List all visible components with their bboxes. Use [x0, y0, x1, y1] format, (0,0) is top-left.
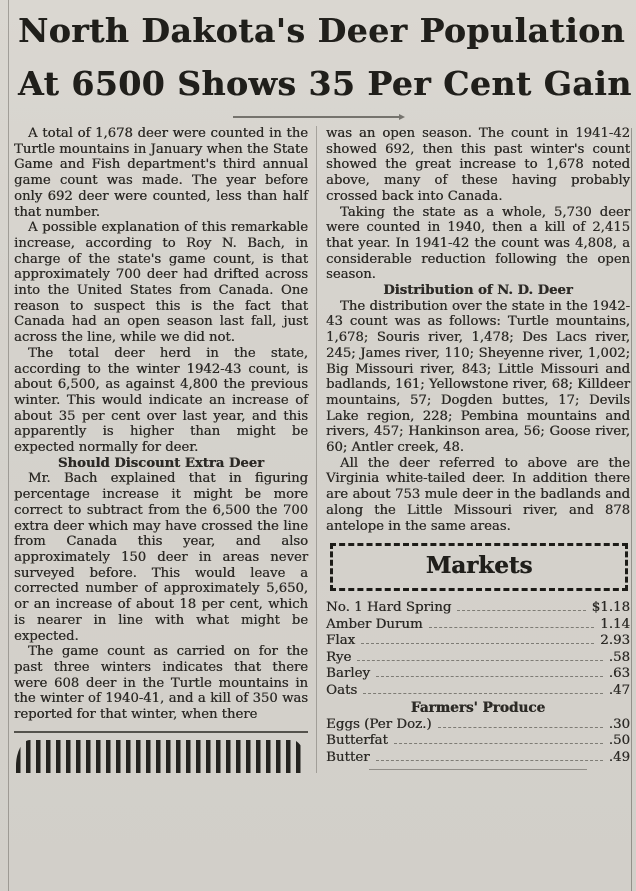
market-row [326, 733, 630, 750]
market-row [326, 717, 630, 734]
section-subhead: Distribution of N. D. Deer [383, 283, 573, 299]
markets-price-list [326, 600, 630, 770]
headline-line-2: At 6500 Shows 35 Per Cent Gain [18, 64, 632, 103]
commodity-label: Flax [326, 633, 356, 649]
commodity-label: Amber Durum [326, 616, 423, 632]
market-row [326, 633, 630, 650]
paragraph: A total of 1,678 deer were counted in the Turtle mountains in January when the State Game and Fish department's third annual game count was made. The year before only 692 deer were counted, less than half that number. [14, 126, 308, 220]
dotted-leader [376, 676, 603, 677]
price-value: 2.93 [600, 633, 630, 649]
market-row [326, 683, 630, 700]
markets-box [330, 543, 628, 591]
price-value: .49 [608, 749, 630, 765]
price-value: 1.14 [600, 616, 630, 632]
paragraph: The total deer herd in the state, according to the winter 1942-43 count, is about 6,500, as against 4,800 the previous winter. This would indicate an increase of about 35 per cent over last year, and this apparently is higher than might be expected normally for deer. [14, 345, 308, 456]
farmers-produce-subhead: Farmers' Produce [410, 699, 546, 716]
dotted-leader [394, 743, 603, 744]
price-value: $1.18 [591, 599, 630, 615]
market-row [326, 666, 630, 683]
dotted-leader [438, 727, 603, 728]
market-row [326, 650, 630, 667]
list-end-rule [369, 769, 588, 770]
paragraph: Taking the state as a whole, 5,730 deer were counted in 1940, then a kill of 2,415 that year. In 1941-42 the count was 4,808, a considerable reduction following the open season. [326, 204, 630, 283]
commodity-label: Eggs (Per Doz.) [326, 716, 432, 732]
commodity-label: Butterfat [326, 733, 388, 749]
paragraph: All the deer referred to above are the Virginia white-tailed deer. In addition there are about 753 mule deer in the badlands and along the Little Missouri river, and 878 antelope in the same areas. [326, 455, 630, 534]
paragraph: The distribution over the state in the 1942-43 count was as follows: Turtle mountains, 1,678; Souris river, 1,478; Des Lacs river, 245; James river, 110; Sheyenne river, 1,002; Big Missouri river, 843; Little Missouri and badlands, 161; Yellowstone river, 68; Killdeer mountains, 57; Dogden buttes, 17; Devils Lake region, 228; Pembina mountains and rivers, 457; Hankinson area, 56; Goose river, 60; Antler creek, 48. [326, 298, 630, 456]
column-end-rule [14, 731, 308, 733]
price-value: .47 [608, 682, 630, 698]
paragraph: The game count as carried on for the past three winters indicates that there were 608 deer in the Turtle mountains in the winter of 1940-41, and a kill of 350 was reported for that winter, when there [14, 644, 308, 723]
section-subhead: Should Discount Extra Deer [57, 455, 265, 471]
right-column-rule [631, 128, 632, 891]
left-column-rule [8, 0, 9, 891]
paragraph: was an open season. The count in 1941-42 showed 692, then this past winter's count showed the great increase to 1,678 noted above, many of these having probably crossed back into Canada. [326, 126, 630, 204]
price-value: .58 [608, 649, 630, 665]
market-row [326, 617, 630, 634]
price-value: .50 [608, 733, 630, 749]
dotted-leader [357, 660, 602, 661]
dotted-leader [457, 610, 585, 611]
article-headline [0, 0, 636, 110]
comb-bars [16, 740, 306, 773]
market-row [326, 600, 630, 617]
dotted-leader [429, 627, 595, 628]
dotted-leader [376, 760, 603, 761]
market-row [326, 750, 630, 767]
price-value: .63 [608, 666, 630, 682]
headline-line-1: North Dakota's Deer Population [18, 11, 626, 50]
left-column [14, 126, 308, 773]
markets-title: Markets [425, 552, 533, 580]
commodity-label: No. 1 Hard Spring [326, 599, 452, 615]
commodity-label: Rye [326, 649, 352, 665]
commodity-label: Barley [326, 666, 370, 682]
commodity-label: Butter [326, 749, 370, 765]
dotted-leader [363, 693, 602, 694]
paragraph: Mr. Bach explained that in figuring percentage increase it might be more correct to subtract from the 6,500 the 700 extra deer which may have crossed the line from Canada this year, and also approximately 150 deer in areas never surveyed before. This would leave a corrected number of approximately 5,650, or an increase of about 18 per cent, which is nearer in line with what might be expected. [14, 471, 308, 644]
article-body [0, 126, 636, 773]
commodity-label: Oats [326, 682, 358, 698]
paragraph: A possible explanation of this remarkable increase, according to Roy N. Bach, in charge of the state's game count, is that approximately 700 deer had drifted across into the United States from Canada. One reason to suspect this is the fact that Canada had an open season last fall, just across the line, while we did not. [14, 220, 308, 346]
right-column [316, 126, 630, 773]
headline-divider-rule [233, 116, 403, 118]
dotted-leader [361, 643, 594, 644]
ad-border-comb-decoration [16, 740, 306, 773]
price-value: .30 [608, 716, 630, 732]
